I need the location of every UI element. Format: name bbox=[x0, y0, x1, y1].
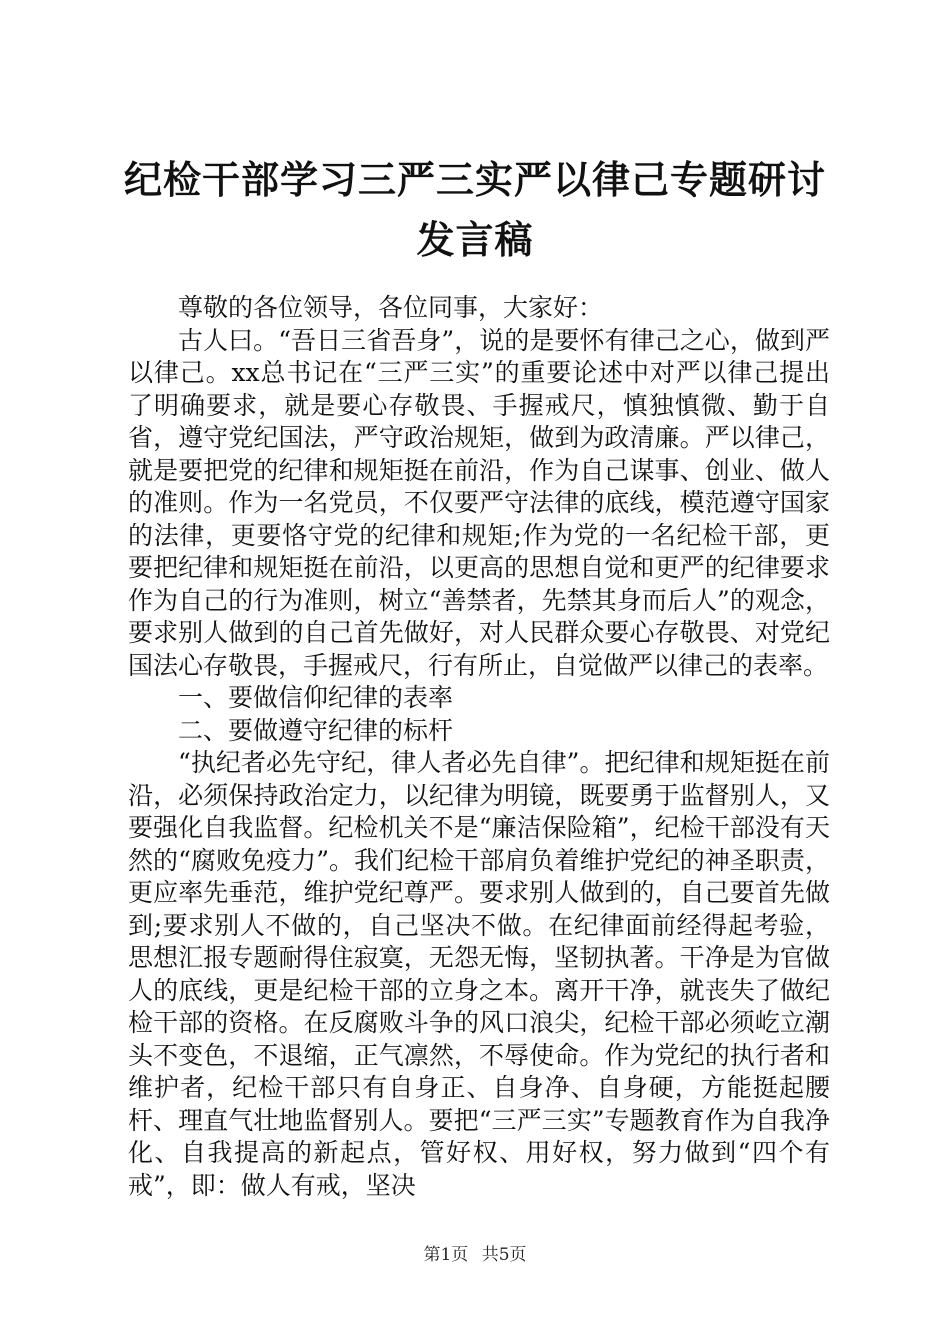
section-heading: 二、要做遵守纪律的标杆 bbox=[178, 715, 454, 745]
document-body bbox=[128, 292, 830, 1202]
page-footer bbox=[0, 1243, 950, 1267]
body-paragraph: 古人曰。“吾日三省吾身”，说的是要怀有律己之心，做到严以律己。xx总书记在“三严三实”的重要论述中对严以律己提出了明确要求，就是要心存敬畏、手握戒尺，慎独慎微、勤于自省，遵守党纪国法，严守政治规矩，做到为政清廉。严以律己，就是要把党的纪律和规矩挺在前沿，作为自己谋事、创业、做人的准则。作为一名党员，不仅要严守法律的底线，模范遵守国家的法律，更要恪守党的纪律和规矩;作为党的一名纪检干部，更要把纪律和规矩挺在前沿，以更高的思想自觉和更严的纪律要求作为自己的行为准则，树立“善禁者，先禁其身而后人”的观念，要求别人做到的自己首先做好，对人民群众要心存敬畏、对党纪国法心存敬畏，手握戒尺，行有所止，自觉做严以律己的表率。 bbox=[128, 325, 830, 680]
section-heading: 一、要做信仰纪律的表率 bbox=[178, 683, 454, 712]
body-paragraph: “执纪者必先守纪，律人者必先自律”。把纪律和规矩挺在前沿，必须保持政治定力，以纪律为明镜，既要勇于监督别人，又要强化自我监督。纪检机关不是“廉洁保险箱”，纪检干部没有天然的“腐败免疫力”。我们纪检干部肩负着维护党纪的神圣职责，更应率先垂范，维护党纪尊严。要求别人做到的，自己要首先做到;要求别人不做的，自己坚决不做。在纪律面前经得起考验，思想汇报专题耐得住寂寞，无怨无悔，坚韧执著。干净是为官做人的底线，更是纪检干部的立身之本。离开干净，就丧失了做纪检干部的资格。在反腐败斗争的风口浪尖，纪检干部必须屹立潮头不变色，不退缩，正气凛然，不辱使命。作为党纪的执行者和维护者，纪检干部只有自身正、自身净、自身硬，方能挺起腰杆、理直气壮地监督别人。要把“三严三实”专题教育作为自我净化、自我提高的新起点，管好权、用好权，努力做到“四个有戒”，即：做人有戒，坚决 bbox=[128, 748, 830, 1200]
page-total: 共5页 bbox=[481, 1245, 527, 1265]
document-title: 纪检干部学习三严三实严以律己专题研讨发言稿 bbox=[123, 157, 826, 262]
greeting-paragraph: 尊敬的各位领导，各位同事，大家好： bbox=[178, 293, 604, 322]
page-number: 第1页 bbox=[423, 1245, 469, 1265]
